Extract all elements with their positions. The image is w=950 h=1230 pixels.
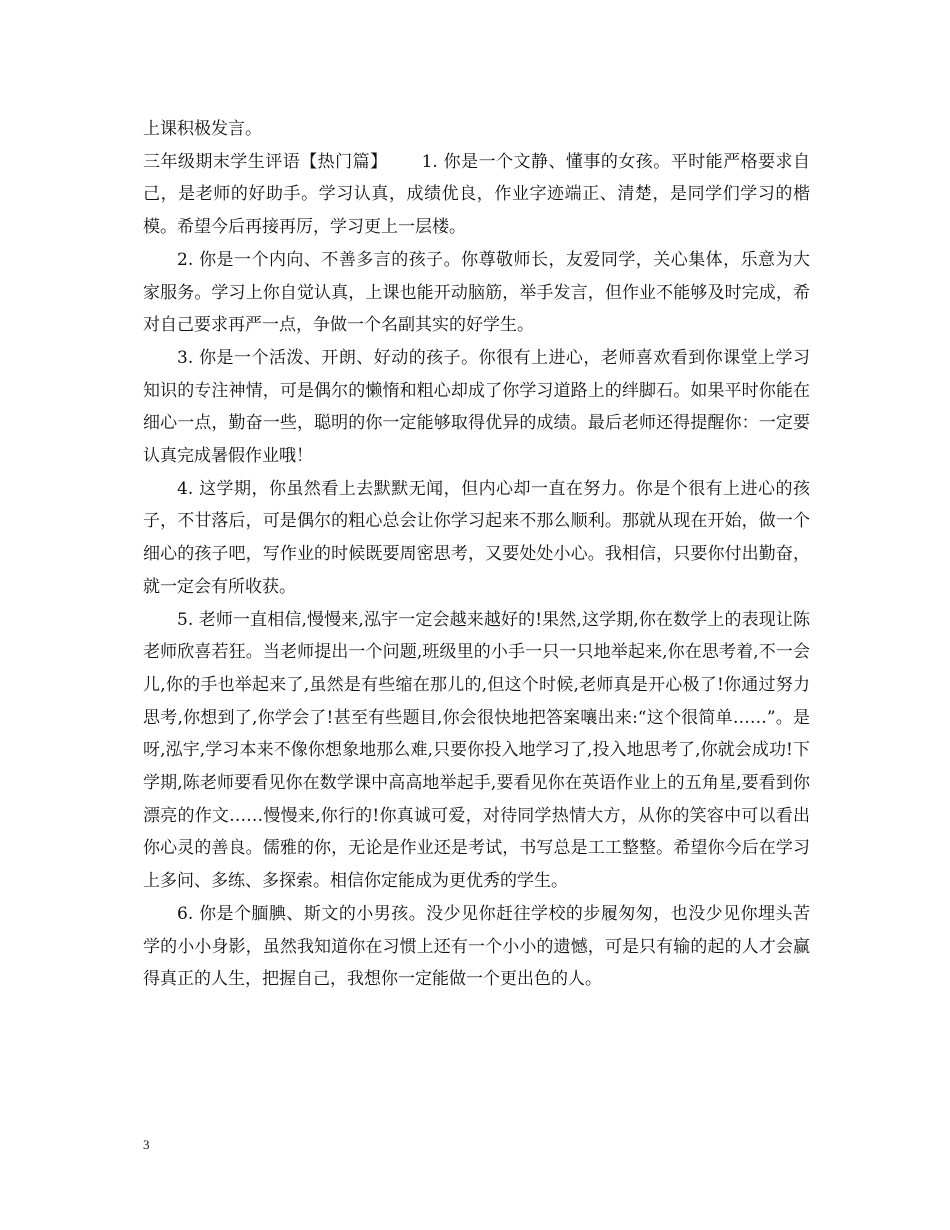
page-number: 3 xyxy=(143,1137,150,1152)
paragraph-5: 5. 老师一直相信,慢慢来,泓宇一定会越来越好的!果然,这学期,你在数学上的表现让陈老师欣喜若狂。当老师提出一个问题,班级里的小手一只一只地举起来,你在思考着,不一会儿,你的手也举起来了,虽然是有些缩在那儿的,但这个时候,老师真是开心极了!你通过努力思考,你想到了,你学会了!甚至有些题目,你会很快地把答案嚷出来:“这个很简单……”。是呀,泓宇,学习本来不像你想象地那么难,只要你投入地学习了,投入地思考了,你就会成功!下学期,陈老师要看见你在数学课中高高地举起手,要看见你在英语作业上的五角星,要看到你漂亮的作文……慢慢来,你行的!你真诚可爱，对待同学热情大方，从你的笑容中可以看出你心灵的善良。儒雅的你，无论是作业还是考试，书写总是工工整整。希望你今后在学习上多问、多练、多探索。相信你定能成为更优秀的学生。 xyxy=(143,609,810,892)
document-body xyxy=(143,113,810,996)
section-title: 三年级期末学生评语【热门篇】 xyxy=(143,151,388,172)
paragraph-4: 4. 这学期，你虽然看上去默默无闻，但内心却一直在努力。你是个很有上进心的孩子，不甘落后，可是偶尔的粗心总会让你学习起来不那么顺利。那就从现在开始，做一个细心的孩子吧，写作业的时候既要周密思考，又要处处小心。我相信，只要你付出勤奋，就一定会有所收获。 xyxy=(143,478,810,597)
paragraph-6: 6. 你是个腼腆、斯文的小男孩。没少见你赶往学校的步履匆匆，也没少见你埋头苦学的小小身影，虽然我知道你在习惯上还有一个小小的遗憾，可是只有输的起的人才会赢得真正的人生，把握自己，我想你一定能做一个更出色的人。 xyxy=(143,903,810,990)
paragraph-3: 3. 你是一个活泼、开朗、好动的孩子。你很有上进心，老师喜欢看到你课堂上学习知识的专注神情，可是偶尔的懒惰和粗心却成了你学习道路上的绊脚石。如果平时你能在细心一点，勤奋一些，聪明的你一定能够取得优异的成绩。最后老师还得提醒你：一定要认真完成暑假作业哦！ xyxy=(143,347,810,467)
paragraph-2: 2. 你是一个内向、不善多言的孩子。你尊敬师长，友爱同学，关心集体，乐意为大家服务。学习上你自觉认真，上课也能开动脑筋，举手发言，但作业不能够及时完成，希对自己要求再严一点，争做一个名副其实的好学生。 xyxy=(143,249,810,336)
section-title-paragraph xyxy=(143,146,810,244)
lead-line: 上课积极发言。 xyxy=(143,119,262,139)
paragraph-1: 1. 你是一个文静、懂事的女孩。平时能严格要求自己，是老师的好助手。学习认真，成绩优良，作业字迹端正、清楚，是同学们学习的楷模。希望今后再接再厉，学习更上一层楼。 xyxy=(143,151,811,238)
